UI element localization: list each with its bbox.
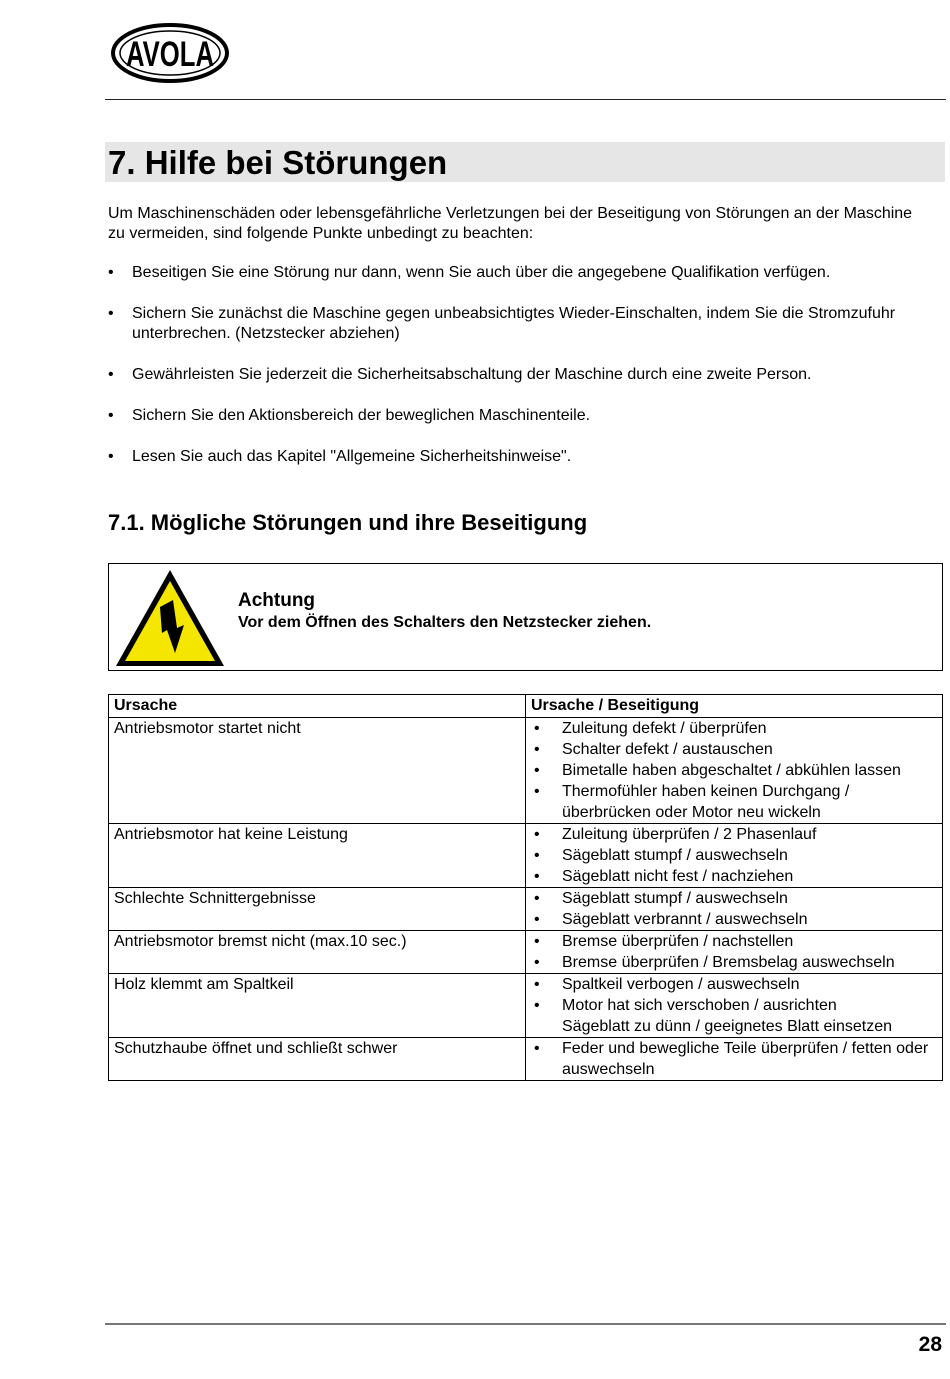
bullet-icon: • [534,720,540,737]
solution-text: Bremse überprüfen / Bremsbelag auswechseln [562,954,895,971]
list-item-text: Lesen Sie auch das Kapitel "Allgemeine Sicherheitshinweise". [132,448,572,465]
list-item [531,781,937,823]
list-item [531,824,937,845]
cause-cell: Antriebsmotor bremst nicht (max.10 sec.) [109,931,526,974]
safety-bullet-list [108,263,928,488]
bullet-icon: • [534,741,540,758]
list-item-continuation: Sägeblatt zu dünn / geeignetes Blatt einsetzen [562,1018,893,1035]
solution-text: Zuleitung überprüfen / 2 Phasenlauf [562,826,817,843]
solution-text: Zuleitung defekt / überprüfen [562,720,767,737]
list-item [531,760,937,781]
column-header-solution: Ursache / Beseitigung [526,695,943,718]
list-item-text: Sichern Sie den Aktionsbereich der beweglichen Maschinenteile. [132,407,591,424]
list-item [108,447,928,467]
solution-text: Feder und bewegliche Teile überprüfen / fetten oder auswechseln [562,1040,929,1078]
list-item [531,739,937,760]
list-item [531,909,937,930]
bullet-icon: • [534,933,540,950]
solution-list [531,718,937,823]
solution-text: Sägeblatt nicht fest / nachziehen [562,868,794,885]
solution-cell [526,974,943,1038]
cause-cell: Schlechte Schnittergebnisse [109,888,526,931]
solution-cell [526,888,943,931]
cause-cell: Antriebsmotor startet nicht [109,718,526,824]
chapter-title: 7. Hilfe bei Störungen [105,142,945,182]
list-item-text: Sichern Sie zunächst die Maschine gegen unbeabsichtigtes Wieder-Einschalten, indem Sie die Stromzufuhr unterbrechen. (Netzstecker abziehen) [132,305,896,342]
avola-logo-graphic [110,22,230,84]
list-item [531,931,937,952]
solution-list [531,931,937,973]
bullet-icon: • [534,911,540,928]
table-row [109,718,943,824]
table-row [109,974,943,1038]
section-title: 7.1. Mögliche Störungen und ihre Beseitigung [108,510,588,535]
solution-list [531,974,937,1037]
solution-list [531,824,937,887]
bullet-icon: • [108,305,114,322]
cause-cell: Antriebsmotor hat keine Leistung [109,824,526,888]
list-item-text: Beseitigen Sie eine Störung nur dann, wenn Sie auch über die angegebene Qualifikation verfügen. [132,264,831,281]
list-item [531,952,937,973]
bullet-icon: • [108,407,114,424]
warning-text: Vor dem Öffnen des Schalters den Netzstecker ziehen. [238,614,652,631]
solution-text: Bremse überprüfen / nachstellen [562,933,794,950]
list-item [531,718,937,739]
solution-text: Sägeblatt stumpf / auswechseln [562,890,788,907]
logo-text: AVOLA [126,35,214,74]
bullet-icon: • [534,826,540,843]
bullet-icon: • [534,954,540,971]
bullet-icon: • [108,366,114,383]
list-item [531,974,937,995]
list-item [531,845,937,866]
bullet-icon: • [534,976,540,993]
bullet-icon: • [534,997,540,1014]
solution-list [531,1038,937,1080]
bullet-icon: • [534,890,540,907]
troubleshooting-table [108,694,943,1081]
bullet-icon: • [108,264,114,281]
bullet-icon: • [108,448,114,465]
page-number: 28 [918,1333,942,1356]
solution-list [531,888,937,930]
footer-divider [105,1323,946,1325]
list-item [531,1038,937,1080]
header-divider [105,99,946,100]
table-header-row [109,695,943,718]
high-voltage-warning-icon [113,567,227,669]
list-item [531,888,937,909]
cause-cell: Holz klemmt am Spaltkeil [109,974,526,1038]
solution-cell [526,718,943,824]
list-item-text: Gewährleisten Sie jederzeit die Sicherheitsabschaltung der Maschine durch eine zweite Person. [132,366,812,383]
bullet-icon: • [534,868,540,885]
solution-cell [526,824,943,888]
table-row [109,931,943,974]
solution-text: Bimetalle haben abgeschaltet / abkühlen lassen [562,762,901,779]
solution-text: Sägeblatt stumpf / auswechseln [562,847,788,864]
solution-cell [526,931,943,974]
table-row [109,1038,943,1081]
bullet-icon: • [534,847,540,864]
list-item [531,866,937,887]
solution-text: Sägeblatt verbrannt / auswechseln [562,911,808,928]
list-item [108,365,928,385]
solution-text: Schalter defekt / austauschen [562,741,773,758]
solution-text: Thermofühler haben keinen Durchgang / überbrücken oder Motor neu wickeln [562,783,850,821]
column-header-cause: Ursache [109,695,526,718]
cause-cell: Schutzhaube öffnet und schließt schwer [109,1038,526,1081]
intro-paragraph: Um Maschinenschäden oder lebensgefährliche Verletzungen bei der Beseitigung von Störungen an der Maschine zu vermeiden, sind folgende Punkte unbedingt zu beachten: [108,205,913,242]
table-row [109,824,943,888]
list-item [108,304,928,344]
solution-cell [526,1038,943,1081]
bullet-icon: • [534,762,540,779]
solution-text: Spaltkeil verbogen / auswechseln [562,976,800,993]
warning-box [108,563,943,671]
list-item [108,406,928,426]
table-row [109,888,943,931]
bullet-icon: • [534,783,540,800]
list-item [108,263,928,283]
warning-title: Achtung [238,590,316,611]
solution-text: Motor hat sich verschoben / ausrichten [562,997,837,1014]
bullet-icon: • [534,1040,540,1057]
list-item [531,995,937,1016]
avola-logo [110,22,230,84]
